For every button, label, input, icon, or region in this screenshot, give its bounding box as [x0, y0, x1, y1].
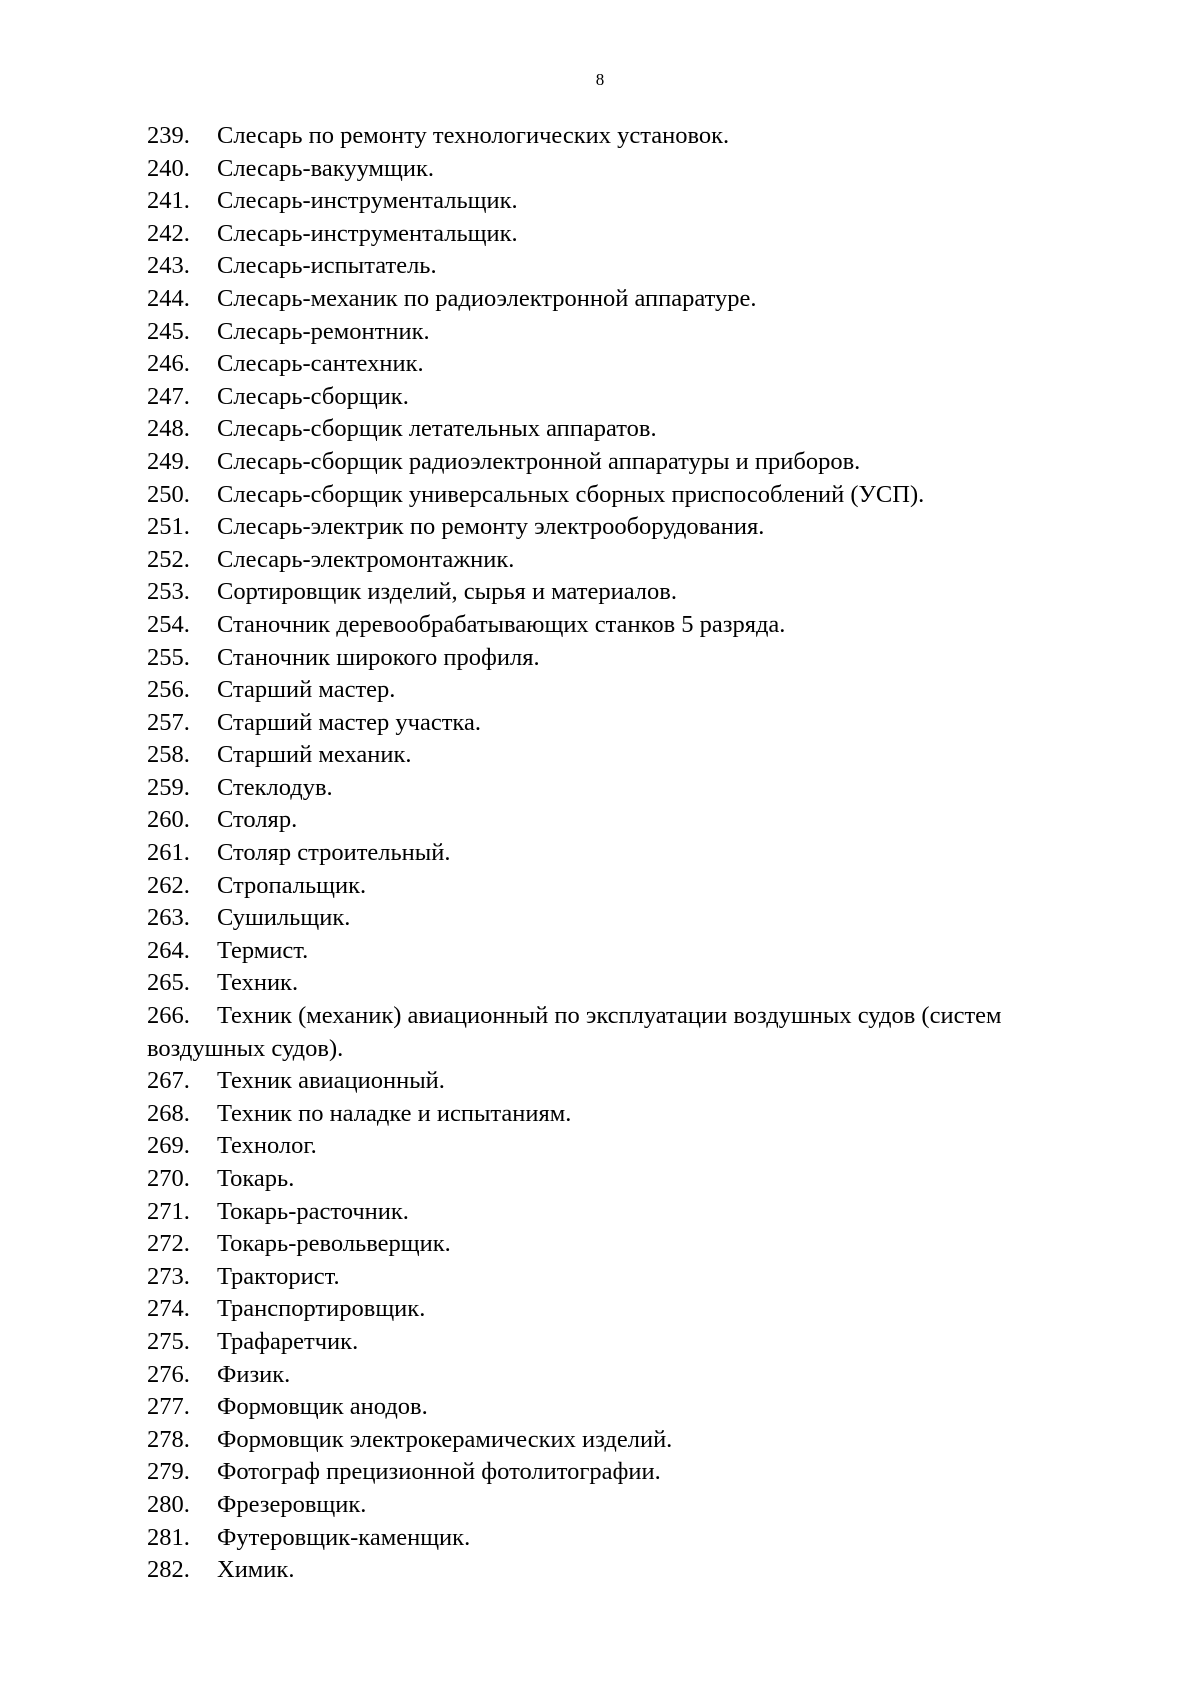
item-number: 244.	[147, 284, 190, 312]
item-text: Слесарь-ремонтник.	[217, 317, 430, 345]
item-text: Слесарь-механик по радиоэлектронной аппаратуре.	[217, 284, 757, 312]
item-text: Фотограф прецизионной фотолитографии.	[217, 1458, 661, 1486]
item-number: 267.	[147, 1067, 190, 1095]
item-text: Старший мастер участка.	[217, 708, 481, 736]
list-item	[147, 967, 1067, 1000]
item-number: 272.	[147, 1230, 190, 1258]
item-number: 257.	[147, 708, 190, 736]
item-text: Токарь-револьверщик.	[217, 1230, 451, 1258]
item-text: Трафаретчик.	[217, 1327, 359, 1355]
list-item	[147, 511, 1067, 544]
item-number: 270.	[147, 1165, 190, 1192]
item-text: Старший мастер.	[217, 676, 396, 704]
item-text: Техник (механик) авиационный по эксплуатации воздушных судов (систем воздушных судов).	[147, 1002, 1002, 1062]
item-text: Формовщик электрокерамических изделий.	[217, 1425, 673, 1453]
item-number: 265.	[147, 969, 190, 997]
list-item	[147, 837, 1067, 870]
item-number: 255.	[147, 643, 190, 671]
item-number: 260.	[147, 806, 190, 834]
list-item	[147, 250, 1067, 283]
item-text: Технолог.	[217, 1132, 317, 1160]
item-text: Слесарь-инструментальщик.	[217, 219, 518, 247]
item-number: 282.	[147, 1556, 190, 1584]
list-item	[147, 1554, 1067, 1587]
profession-list	[147, 120, 1067, 1587]
item-text: Слесарь-инструментальщик.	[217, 187, 518, 215]
list-item	[147, 870, 1067, 903]
item-number: 276.	[147, 1360, 190, 1388]
list-item	[147, 218, 1067, 251]
item-text: Старший механик.	[217, 741, 412, 769]
item-text: Техник авиационный.	[217, 1067, 445, 1095]
item-number: 254.	[147, 610, 190, 638]
list-item	[147, 120, 1067, 153]
item-text: Слесарь-электрик по ремонту электрооборудования.	[217, 513, 765, 541]
item-text: Футеровщик-каменщик.	[217, 1523, 471, 1551]
item-number: 273.	[147, 1262, 190, 1290]
list-item	[147, 413, 1067, 446]
item-text: Слесарь-сборщик радиоэлектронной аппаратуры и приборов.	[217, 447, 861, 475]
item-text: Сортировщик изделий, сырья и материалов.	[217, 578, 677, 606]
item-text: Транспортировщик.	[217, 1295, 426, 1323]
list-item	[147, 772, 1067, 805]
list-item	[147, 446, 1067, 479]
list-item	[147, 1359, 1067, 1392]
item-text: Физик.	[217, 1360, 291, 1388]
list-item	[147, 1522, 1067, 1555]
list-item	[147, 1000, 1067, 1065]
item-number: 277.	[147, 1393, 190, 1421]
list-item	[147, 544, 1067, 577]
item-text: Станочник широкого профиля.	[217, 643, 540, 671]
item-text: Стропальщик.	[217, 871, 367, 899]
list-item	[147, 185, 1067, 218]
list-item	[147, 576, 1067, 609]
list-item	[147, 479, 1067, 512]
item-number: 259.	[147, 773, 190, 801]
list-item	[147, 1228, 1067, 1261]
item-text: Столяр строительный.	[217, 839, 451, 867]
list-item	[147, 609, 1067, 642]
list-item	[147, 348, 1067, 381]
list-item	[147, 316, 1067, 349]
item-number: 263.	[147, 904, 190, 932]
item-text: Термист.	[217, 936, 309, 964]
item-number: 258.	[147, 741, 190, 769]
item-number: 262.	[147, 871, 190, 899]
item-number: 279.	[147, 1458, 190, 1486]
list-item	[147, 153, 1067, 186]
list-item	[147, 381, 1067, 414]
list-item	[147, 1391, 1067, 1424]
item-number: 271.	[147, 1197, 190, 1225]
list-item	[147, 902, 1067, 935]
list-item	[147, 1098, 1067, 1131]
item-number: 264.	[147, 936, 190, 964]
list-item	[147, 1261, 1067, 1294]
list-item	[147, 1065, 1067, 1098]
item-number: 242.	[147, 219, 190, 247]
item-number: 243.	[147, 252, 190, 280]
list-item	[147, 1163, 1067, 1196]
item-number: 247.	[147, 382, 190, 410]
item-number: 281.	[147, 1523, 190, 1551]
item-number: 240.	[147, 154, 190, 182]
item-number: 252.	[147, 545, 190, 573]
list-item	[147, 1424, 1067, 1457]
item-number: 239.	[147, 122, 190, 149]
list-item	[147, 935, 1067, 968]
list-item	[147, 1130, 1067, 1163]
item-text: Сушильщик.	[217, 904, 351, 932]
item-number: 253.	[147, 578, 190, 606]
item-number: 278.	[147, 1425, 190, 1453]
list-item	[147, 739, 1067, 772]
item-text: Столяр.	[217, 806, 298, 834]
list-item	[147, 707, 1067, 740]
list-item	[147, 1196, 1067, 1229]
item-number: 245.	[147, 317, 190, 345]
item-number: 248.	[147, 415, 190, 443]
item-text: Слесарь по ремонту технологических установок.	[217, 122, 730, 149]
item-text: Слесарь-сантехник.	[217, 350, 424, 378]
list-item	[147, 283, 1067, 316]
item-text: Техник.	[217, 969, 299, 997]
item-text: Станочник деревообрабатывающих станков 5 разряда.	[217, 610, 786, 638]
item-text: Стеклодув.	[217, 773, 333, 801]
page-number: 8	[595, 70, 605, 89]
item-number: 261.	[147, 839, 190, 867]
item-text: Слесарь-испытатель.	[217, 252, 437, 280]
item-number: 250.	[147, 480, 190, 508]
item-number: 246.	[147, 350, 190, 378]
item-text: Химик.	[217, 1556, 295, 1584]
item-number: 266.	[147, 1002, 190, 1030]
item-text: Техник по наладке и испытаниям.	[217, 1099, 572, 1127]
item-text: Слесарь-сборщик универсальных сборных приспособлений (УСП).	[217, 480, 925, 508]
item-text: Токарь-расточник.	[217, 1197, 409, 1225]
list-item	[147, 1489, 1067, 1522]
list-item	[147, 1326, 1067, 1359]
item-text: Формовщик анодов.	[217, 1393, 428, 1421]
item-text: Токарь.	[217, 1165, 295, 1192]
item-number: 241.	[147, 187, 190, 215]
item-text: Слесарь-электромонтажник.	[217, 545, 515, 573]
item-text: Тракторист.	[217, 1262, 340, 1290]
item-text: Слесарь-сборщик летательных аппаратов.	[217, 415, 657, 443]
item-number: 269.	[147, 1132, 190, 1160]
list-item	[147, 642, 1067, 675]
item-number: 280.	[147, 1490, 190, 1518]
item-text: Фрезеровщик.	[217, 1490, 367, 1518]
item-number: 274.	[147, 1295, 190, 1323]
item-number: 249.	[147, 447, 190, 475]
list-item	[147, 1456, 1067, 1489]
list-item	[147, 804, 1067, 837]
item-number: 251.	[147, 513, 190, 541]
item-text: Слесарь-сборщик.	[217, 382, 409, 410]
item-text: Слесарь-вакуумщик.	[217, 154, 435, 182]
list-item	[147, 674, 1067, 707]
item-number: 256.	[147, 676, 190, 704]
list-item	[147, 1293, 1067, 1326]
item-number: 268.	[147, 1099, 190, 1127]
item-number: 275.	[147, 1327, 190, 1355]
